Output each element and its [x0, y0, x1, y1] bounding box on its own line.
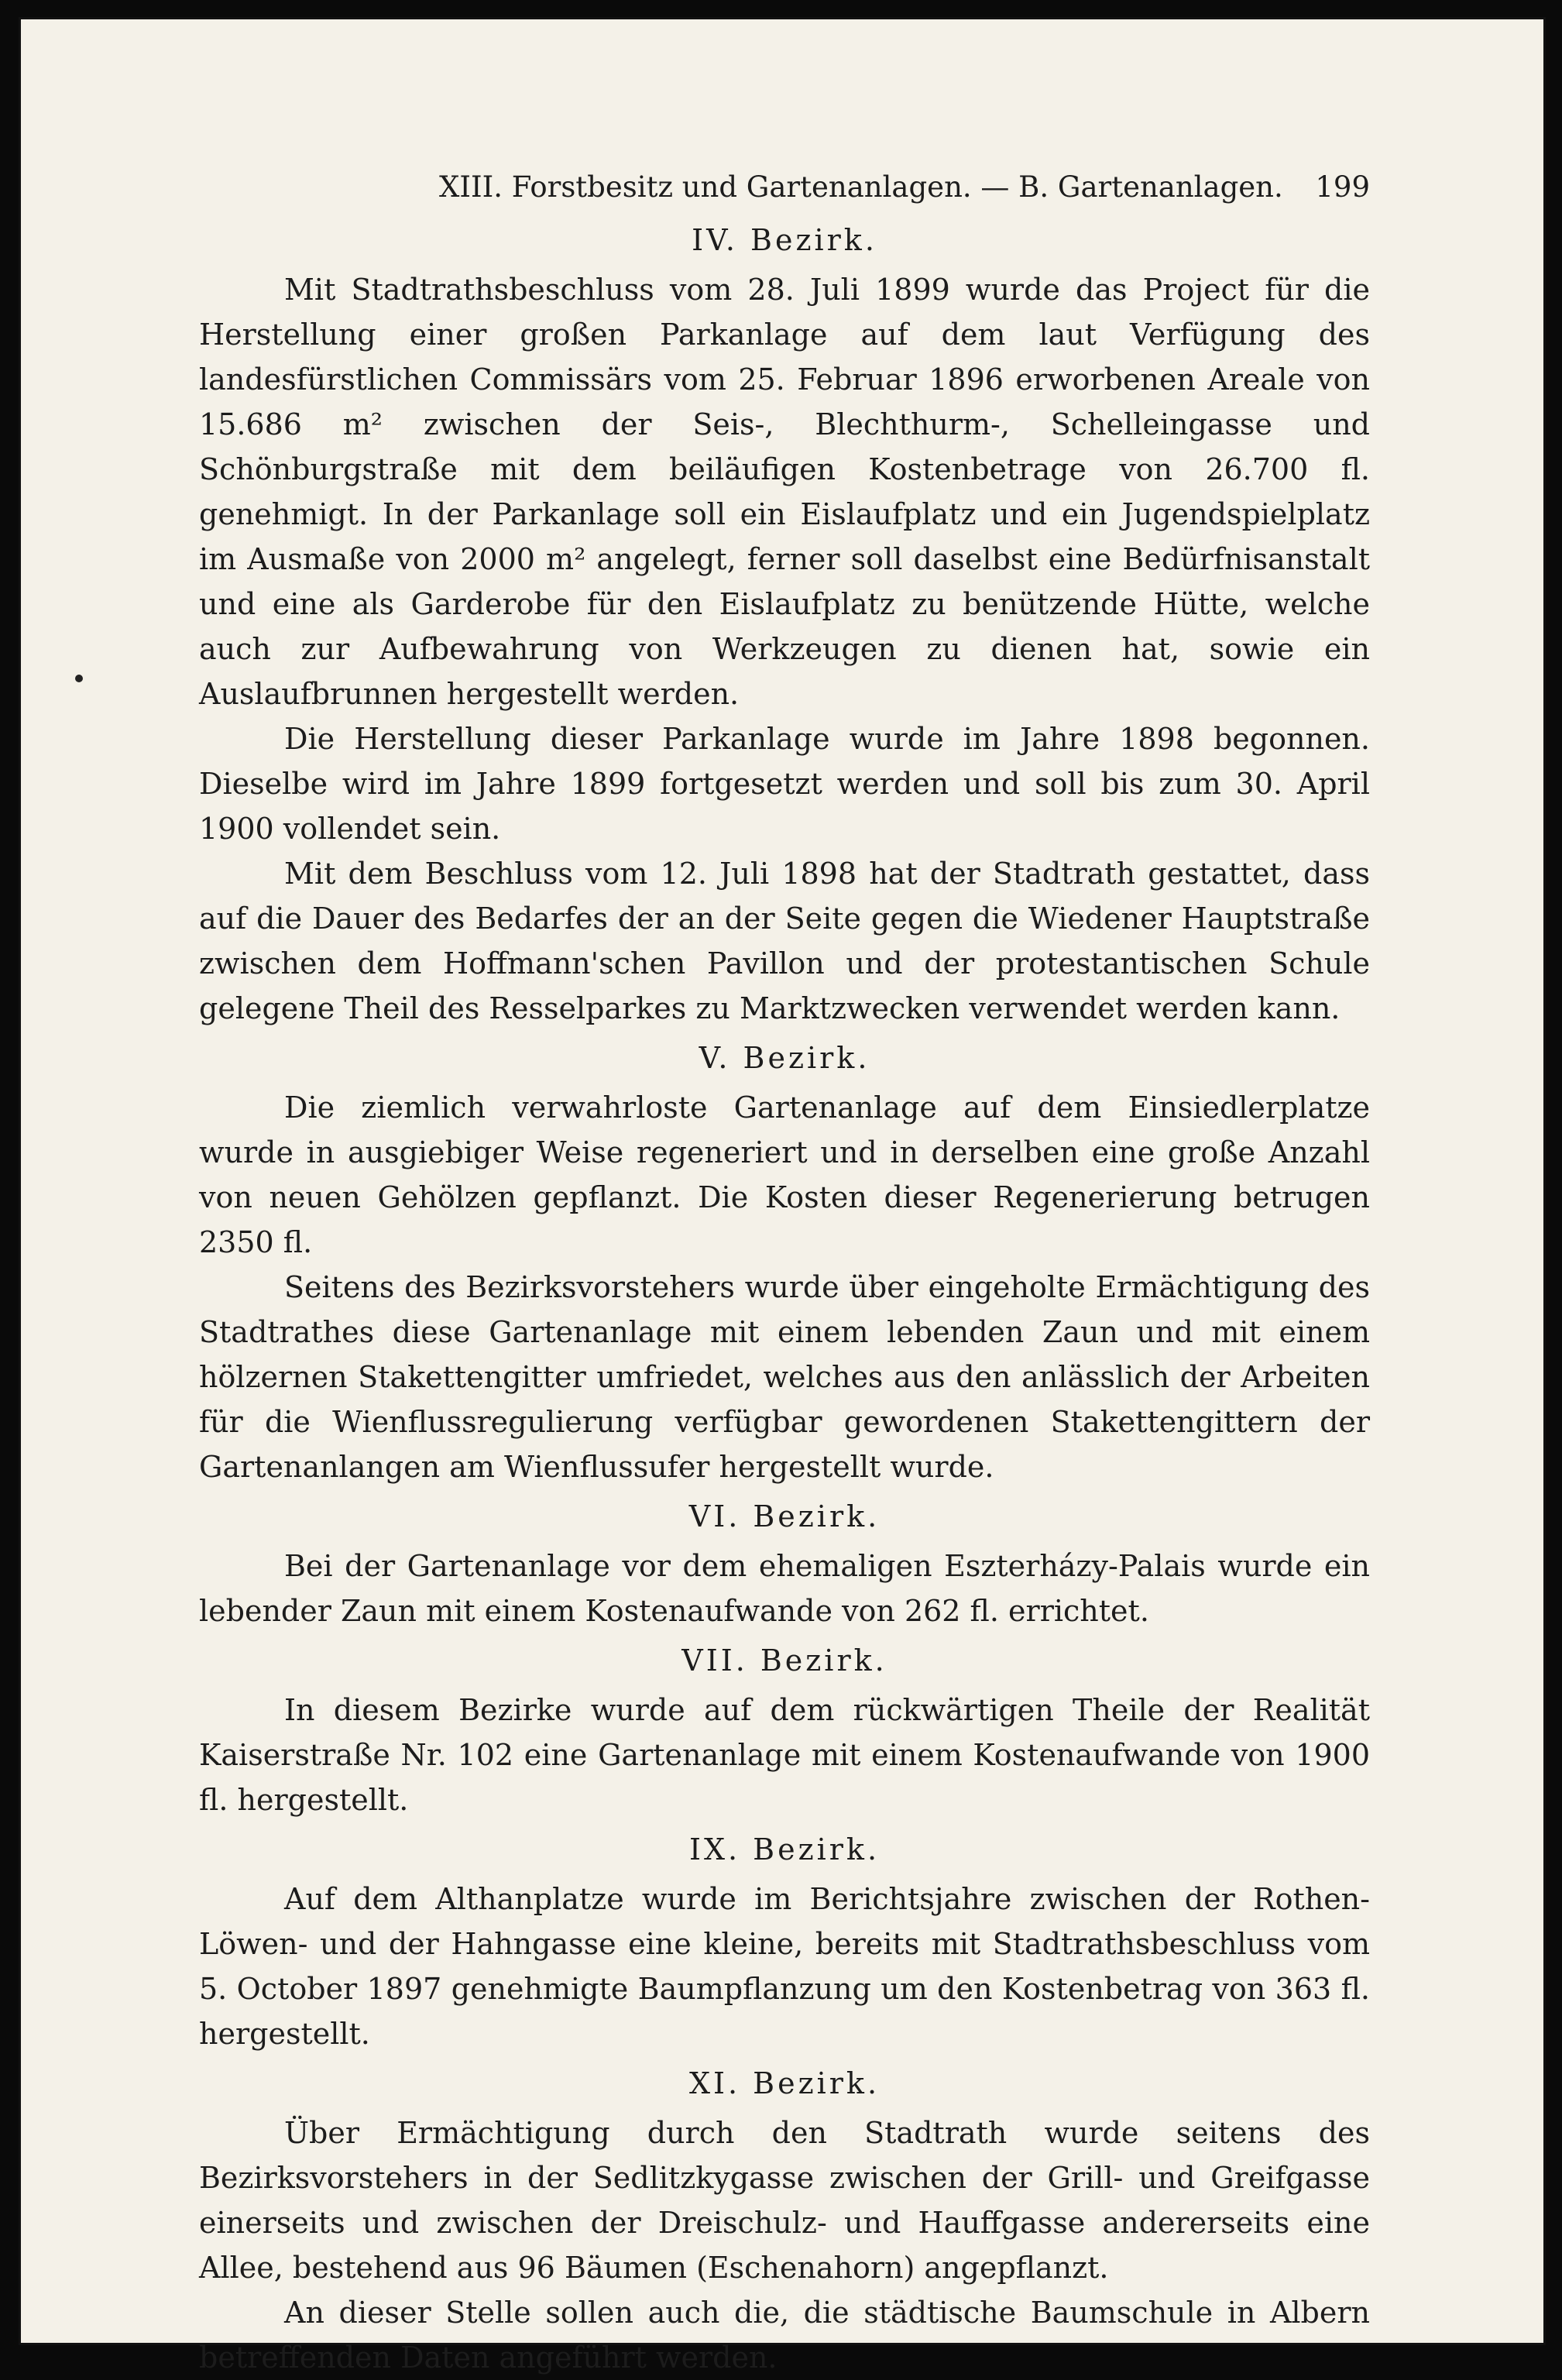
section-xi: [199, 2061, 1370, 2380]
section-heading: VII. Bezirk.: [681, 1643, 887, 1678]
page-sheet: [19, 17, 1546, 2375]
section-vi: [199, 1494, 1370, 1633]
paragraph: Mit Stadtrathsbeschluss vom 28. Juli 1899 wurde das Project für die Herstellung einer großen Parkanlage auf dem laut Verfügung des landesfürstlichen Commissärs vom 25. Februar 1896 erworbenen Areale von 15.686 m² zwischen der Seis-, Blechthurm-, Schelleingasse und Schönburgstraße mit dem beiläufigen Kostenbetrage von 26.700 fl. genehmigt. In der Parkanlage soll ein Eislaufplatz und ein Jugendspielplatz im Ausmaße von 2000 m² angelegt, ferner soll daselbst eine Bedürfnisanstalt und eine als Garderobe für den Eislaufplatz zu benützende Hütte, welche auch zur Aufbewahrung von Werkzeugen zu dienen hat, sowie ein Auslaufbrunnen hergestellt werden.: [199, 273, 1370, 711]
paragraph: Seitens des Bezirksvorstehers wurde über eingeholte Ermächtigung des Stadtrathes diese Gartenanlage mit einem lebenden Zaun und mit einem hölzernen Stakettengitter umfriedet, welches aus den anlässlich der Arbeiten für die Wienflussregulierung verfügbar gewordenen Stakettengittern der Gartenanlangen am Wienflussufer hergestellt wurde.: [199, 1270, 1370, 1484]
paragraph: Über Ermächtigung durch den Stadtrath wurde seitens des Bezirksvorstehers in der Sedlitzkygasse zwischen der Grill- und Greifgasse einerseits und zwischen der Dreischulz- und Hauffgasse andererseits eine Allee, bestehend aus 96 Bäumen (Eschenahorn) angepflanzt.: [199, 2116, 1370, 2285]
section-heading: VI. Bezirk.: [688, 1499, 881, 1533]
paragraph: In diesem Bezirke wurde auf dem rückwärtigen Theile der Realität Kaiserstraße Nr. 102 eine Gartenanlage mit einem Kostenaufwande von 1900 fl. hergestellt.: [199, 1693, 1370, 1817]
section-v: [199, 1035, 1370, 1489]
section-heading: IV. Bezirk.: [692, 223, 877, 257]
paragraph: Die ziemlich verwahrloste Gartenanlage auf dem Einsiedlerplatze wurde in ausgiebiger Weise regeneriert und in derselben eine große Anzahl von neuen Gehölzen gepflanzt. Die Kosten dieser Regenerierung betrugen 2350 fl.: [199, 1090, 1370, 1259]
section-heading: V. Bezirk.: [699, 1041, 870, 1075]
header-title: XIII. Forstbesitz und Gartenanlagen. — B. Gartenanlagen.: [439, 170, 1283, 204]
section-heading: IX. Bezirk.: [688, 1832, 881, 1867]
section-heading: XI. Bezirk.: [688, 2066, 881, 2100]
section-vii: [199, 1638, 1370, 1822]
paragraph: Auf dem Althanplatze wurde im Berichtsjahre zwischen der Rothen-Löwen- und der Hahngasse eine kleine, bereits mit Stadtrathsbeschluss vom 5. October 1897 genehmigte Baumpflanzung um den Kostenbetrag von 363 fl. hergestellt.: [199, 1882, 1370, 2051]
paragraph: Die Herstellung dieser Parkanlage wurde im Jahre 1898 begonnen. Dieselbe wird im Jahre 1899 fortgesetzt werden und soll bis zum 30. April 1900 vollendet sein.: [199, 722, 1370, 846]
section-ix: [199, 1827, 1370, 2056]
paragraph: Mit dem Beschluss vom 12. Juli 1898 hat der Stadtrath gestattet, dass auf die Dauer des Bedarfes der an der Seite gegen die Wiedener Hauptstraße zwischen dem Hoffmann'schen Pavillon und der protestantischen Schule gelegene Theil des Resselparkes zu Marktzwecken verwendet werden kann.: [199, 857, 1370, 1025]
running-header: [199, 165, 1370, 213]
page-number: 199: [1315, 170, 1370, 204]
paragraph: Bei der Gartenanlage vor dem ehemaligen Eszterházy-Palais wurde ein lebender Zaun mit einem Kostenaufwande von 262 fl. errichtet.: [199, 1549, 1370, 1628]
section-iv: [199, 218, 1370, 1031]
ink-dot: [75, 675, 83, 682]
paragraph: An dieser Stelle sollen auch die, die städtische Baumschule in Albern betreffenden Daten angeführt werden.: [199, 2296, 1370, 2375]
page-content: [199, 165, 1370, 2380]
